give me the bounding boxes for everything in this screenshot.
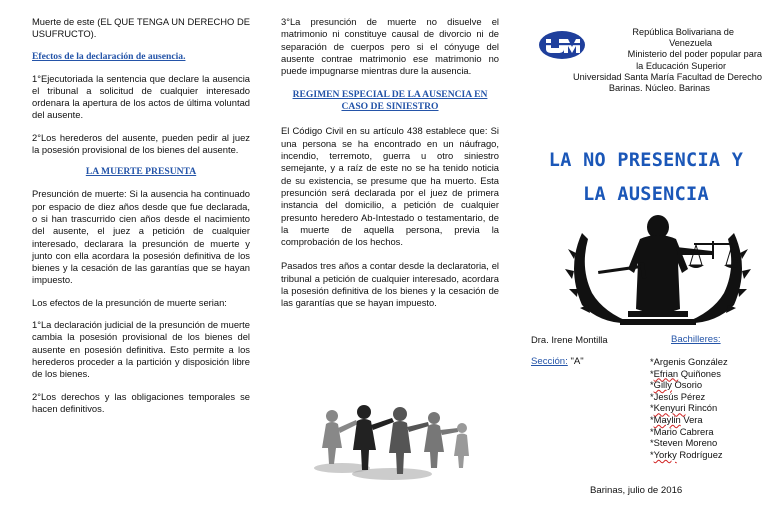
people-holding-hands-icon	[312, 398, 472, 484]
bachilleres-label: Bachilleres:	[671, 334, 721, 345]
heading-efectos: Efectos de la declaración de ausencia.	[32, 50, 186, 62]
inst-line: Universidad Santa María Facultad de Derecho	[573, 71, 762, 82]
efecto-3-paragraph: 3°La presunción de muerte no disuelve el matrimonio ni constituye causal de divorcio ni de separación de cuerpos pero si el cónyuge del ausente contrae matrimonio ese matrimonio no puede impugnarse mientras dure la ausencia.	[281, 16, 499, 77]
efecto-muerte-1-paragraph: 1°La declaración judicial de la presunción de muerte cambia la posesión provisional de los bienes del ausente en posesión definitiva. Esto permite a los herederos proceder a la partición y disposición libre de los bienes.	[32, 319, 250, 380]
column-3	[528, 0, 764, 519]
list-item: *Gilly Osorio	[650, 379, 703, 391]
inst-line: Barinas. Núcleo. Barinas	[608, 83, 710, 94]
title-line-1: LA NO PRESENCIA Y	[548, 150, 744, 171]
institution-block	[528, 27, 764, 94]
column-2	[281, 16, 499, 310]
lady-justice-icon	[562, 213, 754, 335]
seccion-value: "A"	[567, 356, 584, 367]
brochure-title	[528, 144, 764, 212]
list-item: *Maylin Vera	[650, 413, 703, 425]
pasados-paragraph: Pasados tres años a contar desde la declaratoria, el tribunal a petición de cualquier interesado, acordara la posesión definitiva de los bienes y la cesación de las garantías que se hayan impuesto.	[281, 260, 499, 309]
heading-muerte-presunta: LA MUERTE PRESUNTA	[85, 166, 197, 178]
heading-regimen: REGIMEN ESPECIAL DE LA AUSENCIA EN CASO DE SINIESTRO	[292, 89, 488, 113]
inst-line: Venezuela	[669, 38, 712, 49]
efecto-muerte-2-paragraph: 2°Los derechos y las obligaciones temporales se hacen definitivos.	[32, 390, 250, 414]
list-item: *Mario Cabrera	[650, 425, 714, 437]
list-item: *Argenis González	[650, 356, 728, 367]
teacher-name: Dra. Irene Montilla	[531, 334, 608, 345]
students-list	[650, 356, 728, 460]
inst-line: República Bolivariana de	[632, 27, 734, 37]
efecto-2-paragraph: 2°Los herederos del ausente, pueden pedir al juez la posesión provisional de los bienes del ausente.	[32, 131, 250, 156]
list-item: *Efrian Quiñones	[650, 367, 721, 379]
list-item: *Steven Moreno	[650, 437, 718, 449]
title-line-2: LA AUSENCIA	[583, 184, 709, 205]
list-item: *Yorky Rodríguez	[650, 448, 723, 460]
intro-paragraph: Muerte de este (EL QUE TENGA UN DERECHO DE USUFRUCTO).	[32, 16, 250, 40]
codigo-civil-paragraph: El Código Civil en su artículo 438 establece que: Si una persona se ha encontrado en un náufrago, incendio, terremoto, guerra u otro siniestro semejante, y a raíz de este no se ha tenido noticia de su existencia, se presume que ha muerto. Esta presunción será declarada por el juez de primera instancia del domicilio, a petición de cualquier presunto heredero Ab-Intestado o testamentario, de la muerte de aquella persona, previa la comprobación de los hechos.	[281, 125, 499, 248]
column-1	[32, 16, 250, 415]
list-item: *Jesús Pérez	[650, 390, 706, 402]
inst-line: Ministerio del poder popular para	[627, 49, 762, 60]
inst-line: la Educación Superior	[636, 60, 726, 71]
efectos-lead-paragraph: Los efectos de la presunción de muerte serian:	[32, 296, 227, 308]
list-item: *Kenyuri Rincón	[650, 402, 718, 414]
seccion-line	[531, 356, 584, 367]
efecto-1-paragraph: 1°Ejecutoriada la sentencia que declare la ausencia el tribunal a solicitud de cualquier interesado ordenara la apertura de los actos de última voluntad del ausente.	[32, 72, 250, 121]
date-line: Barinas, julio de 2016	[590, 485, 683, 496]
presuncion-paragraph: Presunción de muerte: Si la ausencia ha continuado por espacio de diez años desde que fue declarada, o si han trascurrido cien años desde el nacimiento del ausente, el juez a petición de cualquier interesado, declarara la presunción de muerte y junto con ella acordara la posesión definitiva de los bienes y la cesación de las garantías que se hayan impuesto.	[32, 188, 250, 286]
seccion-label: Sección:	[531, 356, 568, 367]
